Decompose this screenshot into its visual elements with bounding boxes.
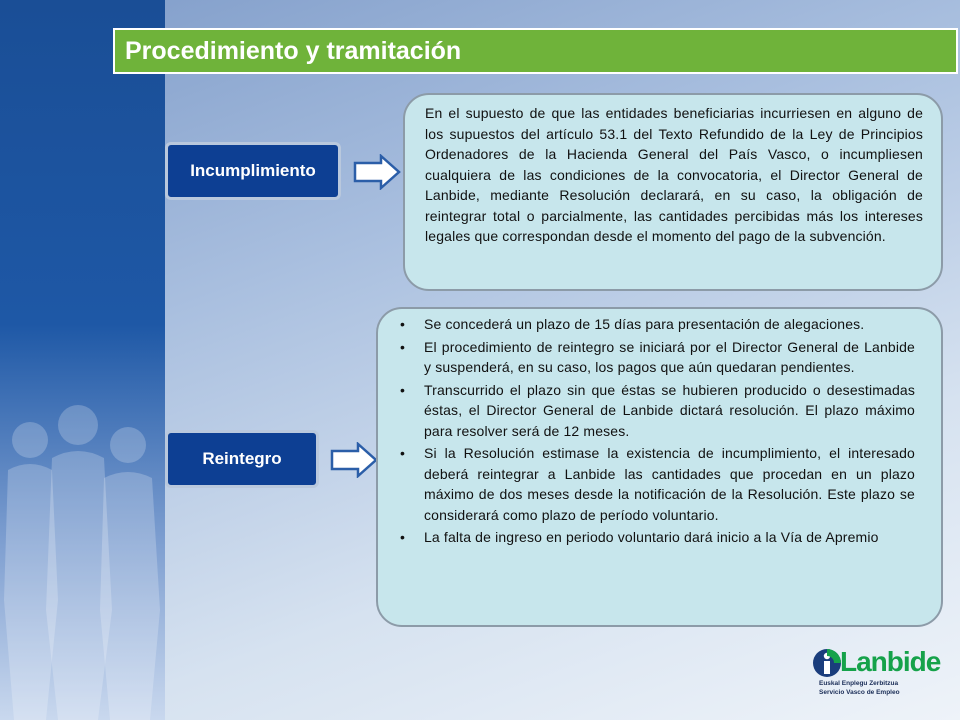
list-item: • La falta de ingreso en periodo voluntario dará inicio a la Vía de Apremio [396, 527, 915, 548]
reintegro-label-box [165, 430, 319, 488]
incumplimiento-text: En el supuesto de que las entidades beneficiarias incurriesen en alguno de los supuestos del artículo 53.1 del Texto Refundido de la Ley de Principios Ordenadores de la Hacienda General del País Vasco, o incumpliesen cualquiera de las condiciones de la convocatoria, el Director General de Lanbide, mediante Resolución declarará, en su caso, la obligación de reintegrar total o parcialmente, las cantidades percibidas más los intereses legales que correspondan desde el momento del pago de la subvención. [425, 105, 923, 244]
people-silhouettes-icon [0, 400, 165, 720]
page-title: Procedimiento y tramitación [125, 37, 462, 65]
list-item: • Transcurrido el plazo sin que éstas se hubieren producido o desestimadas éstas, el Director General de Lanbide dictará resolución. El plazo máximo para resolver será de 12 meses. [396, 380, 915, 442]
right-arrow-icon [330, 442, 378, 478]
right-arrow-icon [353, 154, 401, 190]
lanbide-logo-name: Lanbide [840, 646, 941, 677]
reintegro-info-box [376, 307, 943, 627]
incumplimiento-label-box [165, 142, 341, 200]
incumplimiento-label: Incumplimiento [190, 161, 316, 180]
reintegro-label: Reintegro [202, 449, 282, 468]
lanbide-logo [812, 646, 941, 706]
lanbide-mark-icon [812, 648, 842, 678]
lanbide-logo-line1: Euskal Enplegu Zerbitzua [819, 680, 899, 687]
incumplimiento-info-box [403, 93, 943, 291]
list-item: • Se concederá un plazo de 15 días para presentación de alegaciones. [396, 314, 915, 335]
left-decorative-panel [0, 0, 165, 720]
title-bar [113, 28, 958, 74]
lanbide-logo-line2: Servicio Vasco de Empleo [819, 689, 900, 696]
list-item: • Si la Resolución estimase la existencia de incumplimiento, el interesado deberá reintegrar a Lanbide las cantidades que procedan en un plazo máximo de dos meses desde la notificación de la Resolución. Este plazo se considerará como plazo de período voluntario. [396, 443, 915, 525]
list-item: • El procedimiento de reintegro se iniciará por el Director General de Lanbide y suspenderá, en su caso, los pagos que aún quedaran pendientes. [396, 337, 915, 378]
reintegro-bullet-list [396, 314, 915, 548]
